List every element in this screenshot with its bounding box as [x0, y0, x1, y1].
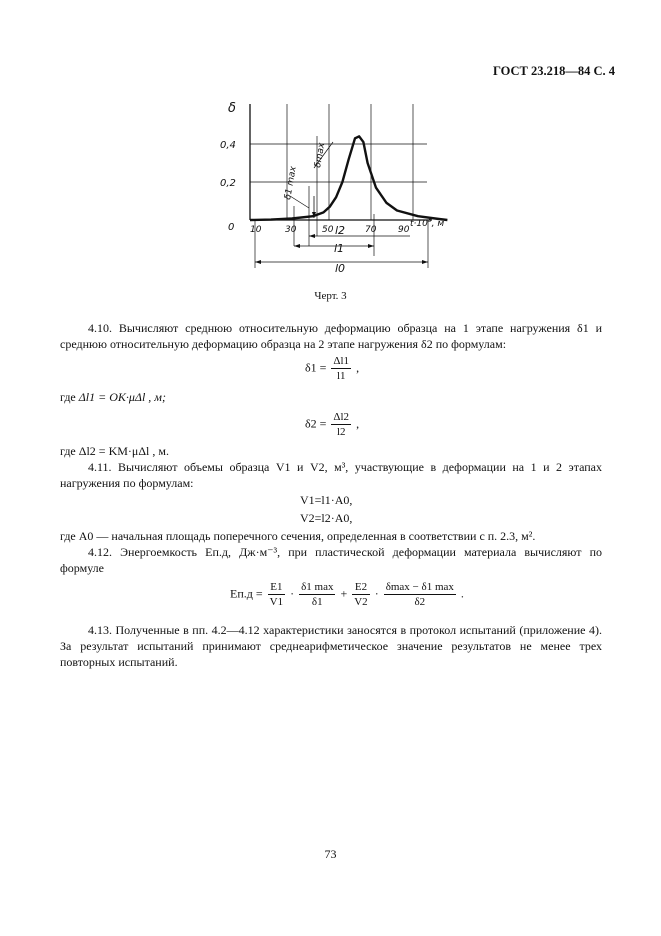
x-tick-10: 10 [250, 225, 262, 235]
page-number: 73 [324, 847, 337, 861]
paragraph-4-11: 4.11. Вычисляют объемы образца V1 и V2, м³, участвующие в деформации на 1 и 2 этапах нагружения по формулам: [60, 460, 602, 490]
where-delta-l1: где Δl1 = OK·μΔl , м; [60, 390, 166, 404]
deformation-chart [210, 96, 450, 286]
x-tick-30: 30 [285, 225, 297, 235]
paragraph-4-12: 4.12. Энергоемкость Eп.д, Дж·м⁻³, при пластической деформации материала вычисляют по формуле [60, 545, 602, 575]
figure-caption: Черт. 3 [314, 290, 347, 302]
deltamax-label: δmax [313, 142, 328, 169]
where-a0: где A0 — начальная площадь поперечного сечения, определенная в соответствии с п. 2.3, м². [60, 529, 536, 543]
x-tick-90: 90 [398, 225, 410, 235]
formula-delta1: δ1 = $\frac{\Delta l1}{l1}$ , [305, 355, 360, 382]
paragraph-4-10: 4.10. Вычисляют среднюю относительную деформацию образца на 1 этапе нагружения δ1 и среднюю относительную деформацию образца на 2 этапе нагружения δ2 по формулам: [60, 321, 602, 351]
l0-label: l0 [335, 262, 346, 275]
y-tick-02: 0,2 [220, 178, 236, 189]
x-tick-70: 70 [365, 225, 377, 235]
y-tick-04: 0,4 [220, 140, 236, 151]
formula-v1: V1=l1·A0, [300, 493, 353, 507]
formula-energy: Eп.д = $\frac{E1}{V1}$ · $\frac{\delta 1 \max}{\delta 1}$ + $\frac{E2}{V2}$ · $\frac{\delta\max - \delta 1 \max}{\delta 2}$ . [230, 581, 464, 608]
l1-label: l1 [334, 242, 345, 255]
x-tick-50: 50 [322, 225, 334, 235]
formula-delta2: δ2 = $\frac{\Delta l2}{l2}$ , [305, 411, 360, 438]
delta1max-label: δ1 max [283, 165, 299, 201]
where-delta-l2: где Δl2 = KM·μΔl , м. [60, 444, 169, 458]
y-axis-label: δ [228, 101, 236, 116]
document-header: ГОСТ 23.218—84 С. 4 [492, 64, 615, 78]
x-axis-unit: $t\cdot 10^3$, м [410, 217, 445, 229]
deformation-curve [250, 136, 447, 220]
paragraph-4-13: 4.13. Полученные в пп. 4.2—4.12 характеристики заносятся в протокол испытаний (приложение 4). За результат испытаний принимают среднеарифметическое значение результатов не менее трех повторных испытаний. [60, 623, 602, 669]
y-tick-0: 0 [228, 222, 235, 233]
formula-v2: V2=l2·A0, [300, 511, 353, 525]
l2-label: l2 [335, 224, 346, 237]
